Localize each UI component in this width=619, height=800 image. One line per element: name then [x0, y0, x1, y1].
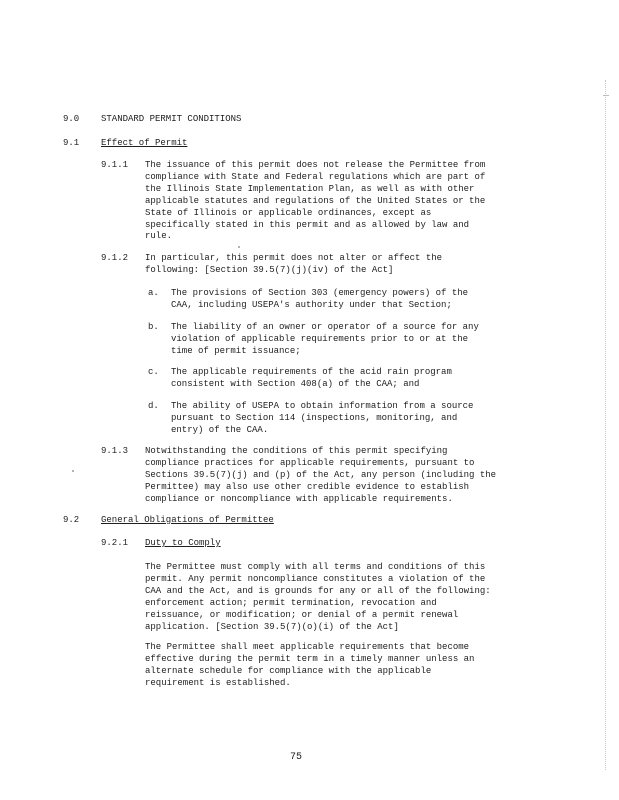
- section-title: STANDARD PERMIT CONDITIONS: [101, 114, 242, 124]
- right-margin-rule: [605, 80, 606, 770]
- clause-paragraph: The Permittee must comply with all terms and conditions of this permit. Any permit noncompliance constitutes a violation of the CAA and the Act, and is grounds for any or all of the following: enforcement action; permit termination, revocation and reissuance, or modification; or denial of a permit renewal application. [Section 39.5(7)(o)(i) of the Act]: [145, 562, 491, 632]
- list-item-letter: d.: [148, 401, 159, 411]
- list-item-letter: a.: [148, 288, 159, 298]
- clause-paragraph: The Permittee shall meet applicable requirements that become effective during the permit term in a timely manner unless an alternate schedule for compliance with the applicable requirement is established.: [145, 642, 475, 688]
- top-margin-mark: [603, 95, 609, 96]
- clause-text: The issuance of this permit does not release the Permittee from compliance with State and Federal regulations which are part of the Illinois State Implementation Plan, as well as with other applicable statutes and regulations of the United States or the State of Illinois or applicable ordinances, except as specifically stated in this permit and as allowed by law and rule.: [145, 160, 486, 242]
- clause-title: Duty to Comply: [145, 538, 221, 548]
- list-item-letter: c.: [148, 367, 159, 377]
- subsection-title: General Obligations of Permittee: [101, 515, 274, 525]
- scan-speck: [72, 470, 74, 472]
- section-number: 9.0: [63, 114, 80, 124]
- clause-number: 9.1.1: [101, 160, 129, 170]
- clause-number: 9.2.1: [101, 538, 129, 548]
- clause-text: Notwithstanding the conditions of this permit specifying compliance practices for applicable requirements, pursuant to Sections 39.5(7)(j) and (p) of the Act, any person (including the Permittee) may also use other credible evidence to establish compliance or noncompliance with applicable requirements.: [145, 446, 497, 504]
- list-item-text: The provisions of Section 303 (emergency powers) of the CAA, including USEPA's authority under that Section;: [171, 288, 469, 310]
- list-item-letter: b.: [148, 322, 159, 332]
- page-number: 75: [290, 752, 303, 763]
- scan-speck: [238, 246, 240, 248]
- list-item-text: The ability of USEPA to obtain information from a source pursuant to Section 114 (inspections, monitoring, and entry) of the CAA.: [171, 401, 474, 435]
- list-item-text: The applicable requirements of the acid rain program consistent with Section 408(a) of the CAA; and: [171, 367, 452, 389]
- clause-number: 9.1.2: [101, 253, 129, 263]
- subsection-number: 9.1: [63, 138, 80, 148]
- clause-number: 9.1.3: [101, 446, 129, 456]
- subsection-number: 9.2: [63, 515, 80, 525]
- subsection-title: Effect of Permit: [101, 138, 188, 148]
- clause-text: In particular, this permit does not alter or affect the following: [Section 39.5(7)(j)(iv) of the Act]: [145, 253, 443, 275]
- list-item-text: The liability of an owner or operator of a source for any violation of applicable requirements prior to or at the time of permit issuance;: [171, 322, 479, 356]
